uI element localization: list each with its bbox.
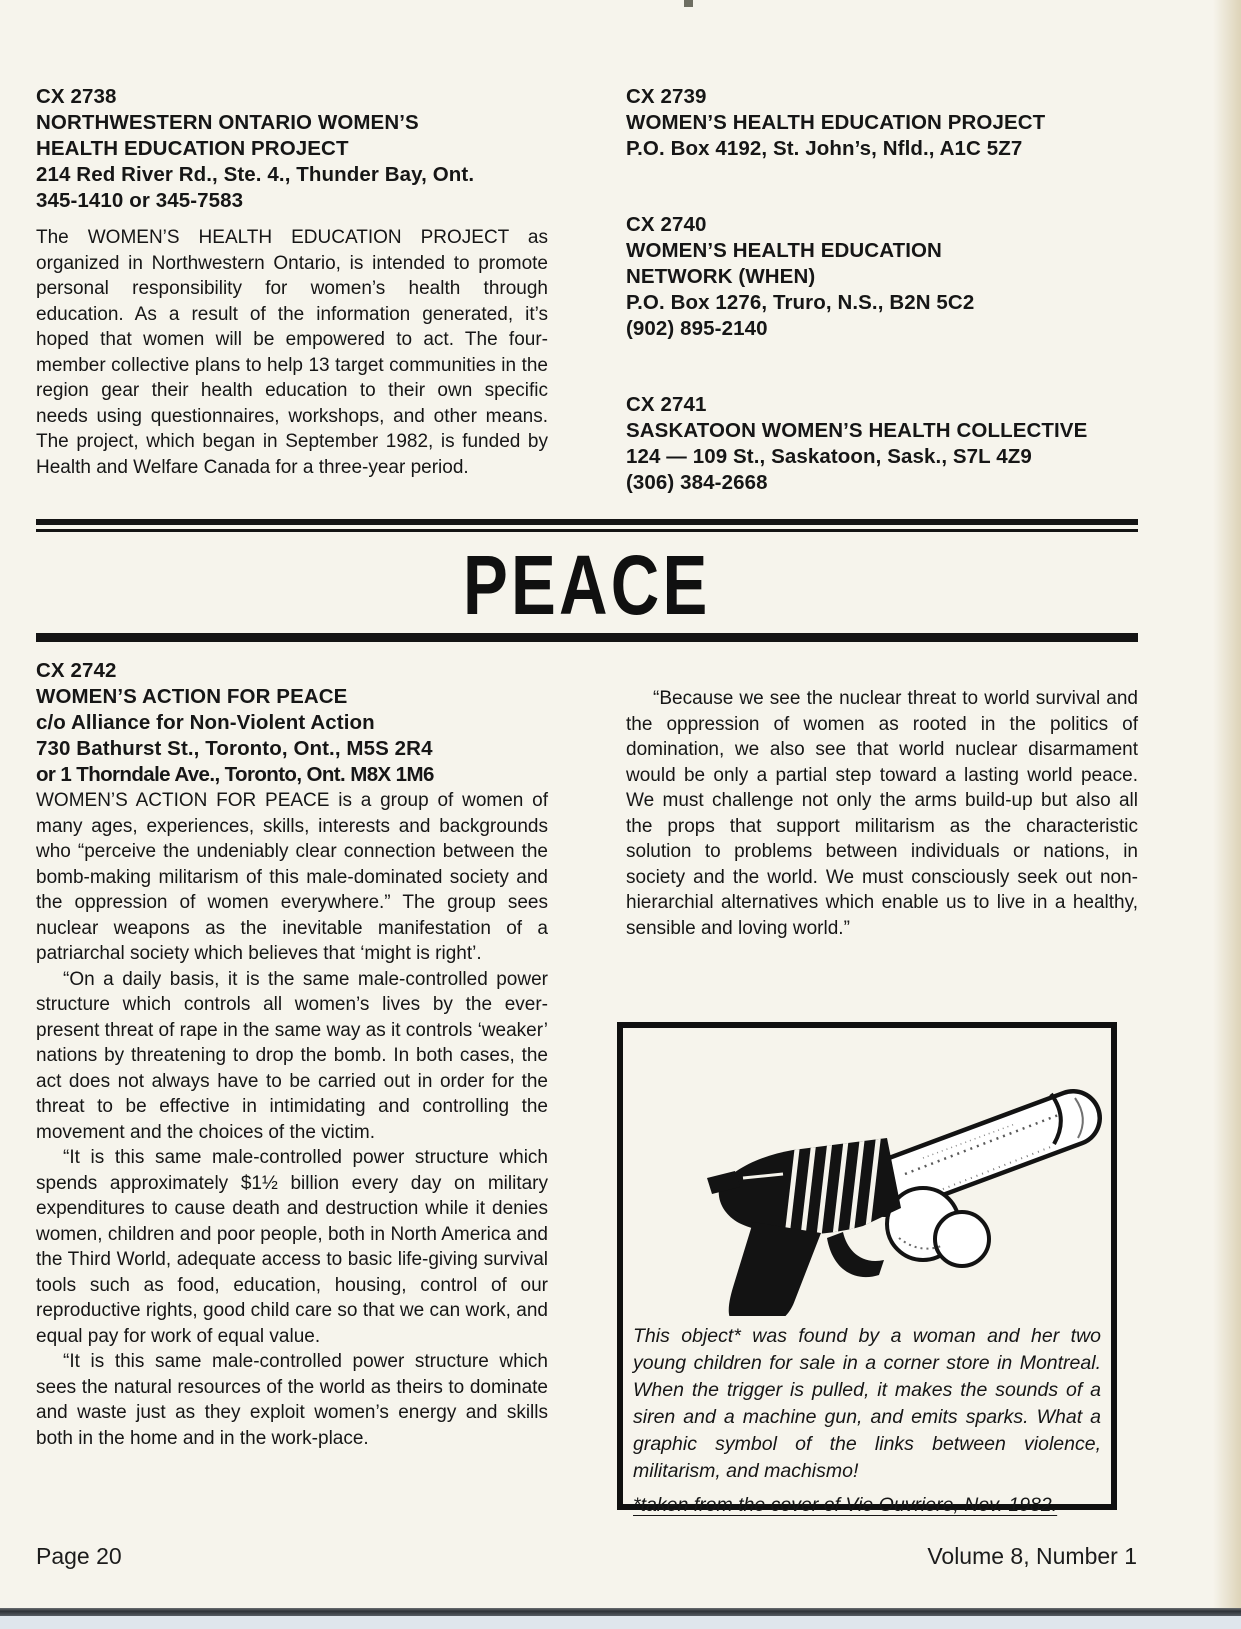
entry-address: 730 Bathurst St., Toronto, Ont., M5S 2R4 <box>36 737 433 760</box>
entry-name-line: HEALTH EDUCATION PROJECT <box>36 137 349 160</box>
directory-entry-cx2738 <box>36 84 548 480</box>
entry-name-line: NETWORK (WHEN) <box>626 265 816 288</box>
directory-entry-cx2741 <box>626 392 1138 496</box>
scan-speck <box>684 0 693 7</box>
entry-id: CX 2742 <box>36 659 117 682</box>
section-rule-top-thick <box>36 519 1138 525</box>
column-top-left <box>36 84 548 480</box>
figure-box <box>617 1022 1117 1516</box>
entry-id: CX 2739 <box>626 85 707 108</box>
entry-address: 124 — 109 St., Saskatoon, Sask., S7L 4Z9 <box>626 445 1032 468</box>
entry-name-line: WOMEN’S HEALTH EDUCATION PROJECT <box>626 111 1046 134</box>
scan-edge-bottom-strip <box>0 1616 1241 1629</box>
article-paragraph: “On a daily basis, it is the same male-controlled power structure which controls all women’s lives by the ever-present threat of rape in the same way as it controls ‘weaker’ nations by threatening to drop the bomb. In both cases, the act does not always have to be carried out in order for the threat to be effective in intimidating and controlling the movement and the choices of the victim. <box>36 968 548 1143</box>
entry-care-of-line: c/o Alliance for Non-Violent Action <box>36 711 375 734</box>
entry-name-line: SASKATOON WOMEN’S HEALTH COLLECTIVE <box>626 419 1088 442</box>
scan-edge-right <box>1213 0 1241 1608</box>
entry-id: CX 2738 <box>36 85 117 108</box>
entry-address: P.O. Box 4192, St. John’s, Nfld., A1C 5Z7 <box>626 137 1023 160</box>
entry-name-line: NORTHWESTERN ONTARIO WOMEN’S <box>36 111 419 134</box>
entry-phone: (902) 895-2140 <box>626 317 768 340</box>
directory-entry-cx2740 <box>626 212 1138 342</box>
article-paragraph: “Because we see the nuclear threat to world survival and the oppression of women as rooted in the politics of domination, we also see that world nuclear disarmament would be only a partial step toward a lasting world peace. We must challenge not only the arms build-up but also all the props that support militarism as the characteristic solution to problems between individuals or nations, in society and the world. We must consciously seek out non-hierarchial alternatives which enable us to live in a healthy, sensible and loving world.” <box>626 688 1138 939</box>
column-bottom-right <box>626 686 1138 941</box>
scan-edge-bottom-line <box>0 1608 1241 1616</box>
column-top-right <box>626 84 1138 496</box>
entry-phone: 345-1410 or 345-7583 <box>36 189 244 212</box>
section-rule-top-thin <box>36 529 1138 532</box>
entry-name-line: WOMEN’S ACTION FOR PEACE <box>36 685 348 708</box>
entry-address: P.O. Box 1276, Truro, N.S., B2N 5C2 <box>626 291 975 314</box>
toy-ray-gun-illustration <box>623 1028 1111 1316</box>
volume-number: Volume 8, Number 1 <box>927 1543 1137 1569</box>
directory-entry-cx2742 <box>36 658 548 1451</box>
spacer <box>626 162 1138 212</box>
section-rule-bottom <box>36 633 1138 642</box>
entry-address-alt: or 1 Thorndale Ave., Toronto, Ont. M8X 1M6 <box>36 763 434 786</box>
directory-entry-cx2739 <box>626 84 1138 162</box>
entry-phone: (306) 384-2668 <box>626 471 768 494</box>
figure-caption: This object* was found by a woman and her two young children for sale in a corner store in Montreal. When the trigger is pulled, it makes the sounds of a siren and a machine gun, and emits sparks. What a graphic symbol of the links between violence, militarism, and machismo! <box>633 1325 1101 1482</box>
article-paragraph: WOMEN’S ACTION FOR PEACE is a group of women of many ages, experiences, skills, interests and backgrounds who “perceive the undeniably clear connection between the bomb-making militarism of this male-dominated society and the oppression of women everywhere.” The group sees nuclear weapons as the inevitable manifestation of a patriarchal society which believes that ‘might is right’. <box>36 790 548 964</box>
column-bottom-left <box>36 658 548 1451</box>
article-paragraph: “It is this same male-controlled power structure which sees the natural resources of the world as theirs to dominate and waste just as they exploit women’s energy and skills both in the home and in the work-place. <box>36 1351 548 1449</box>
entry-id: CX 2740 <box>626 213 707 236</box>
article-paragraph: “It is this same male-controlled power structure which spends approximately $1½ billion every day on military expenditures to cause death and destruction while it denies women, children and poor people, both in North America and the Third World, adequate access to basic life-giving survival tools such as food, education, housing, control of our reproductive rights, good child care so that we can work, and equal pay for work of equal value. <box>36 1147 548 1347</box>
entry-id: CX 2741 <box>626 393 707 416</box>
page-number: Page 20 <box>36 1543 122 1569</box>
figure-footnote: *taken from the cover of Vie Ouvriere, Nov. 1982. <box>633 1494 1058 1516</box>
entry-name-line: WOMEN’S HEALTH EDUCATION <box>626 239 942 262</box>
entry-description: The WOMEN’S HEALTH EDUCATION PROJECT as organized in Northwestern Ontario, is intended to promote personal responsibility for women’s health through education. As a result of the information generated, it’s hoped that women will be empowered to act. The four-member collective plans to help 13 target communities in the region gear their health education to their own specific needs using questionnaires, workshops, and other means. The project, which began in September 1982, is funded by Health and Welfare Canada for a three-year period. <box>36 227 548 478</box>
entry-address: 214 Red River Rd., Ste. 4., Thunder Bay, Ont. <box>36 163 475 186</box>
section-title-text: PEACE <box>463 538 711 632</box>
spacer <box>626 342 1138 392</box>
